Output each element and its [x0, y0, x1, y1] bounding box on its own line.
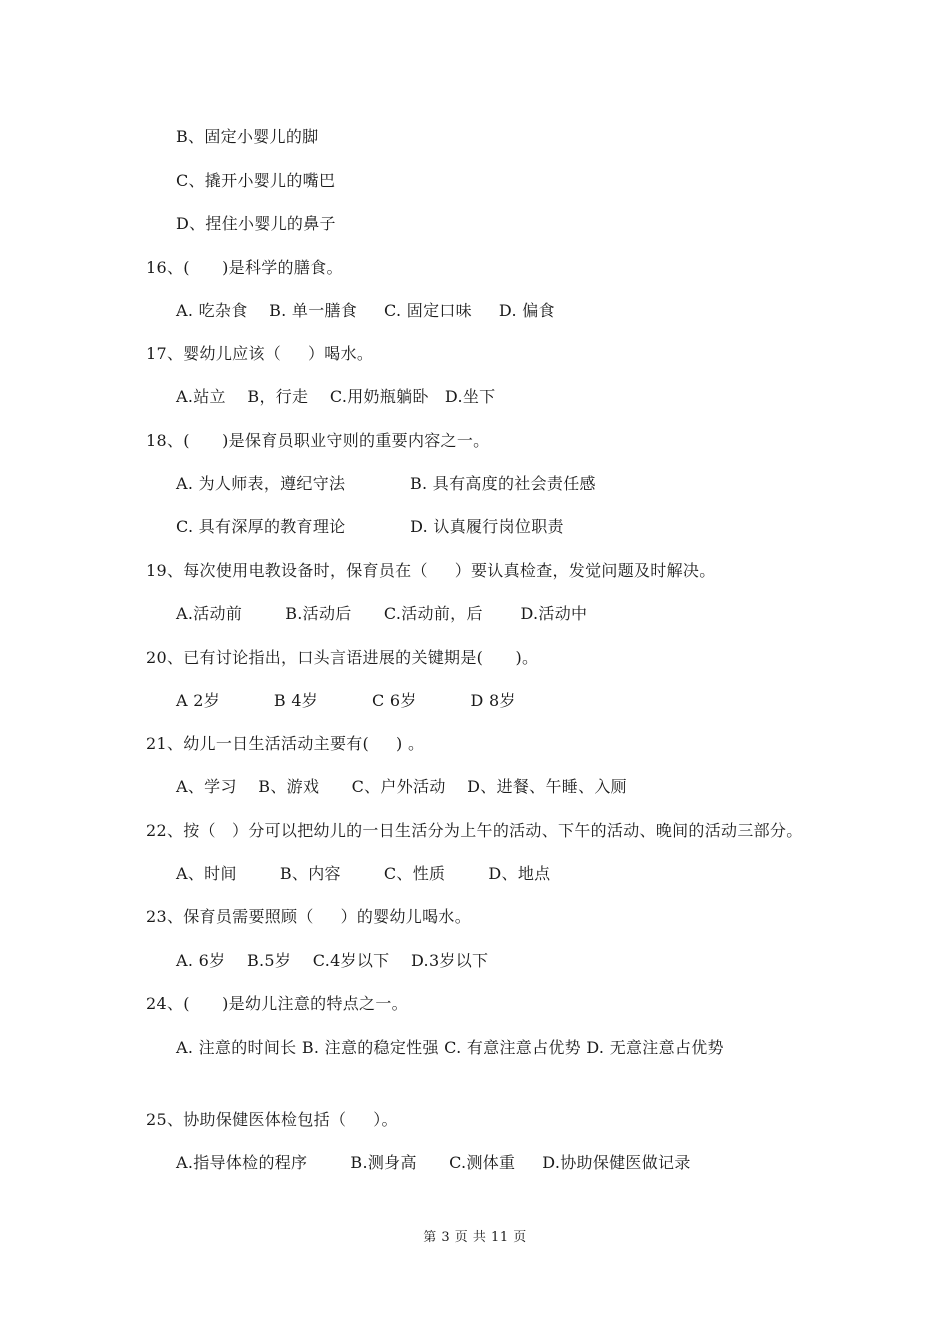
question-18-stem: 18、( )是保育员职业守则的重要内容之一。	[146, 431, 490, 450]
question-19-options: A.活动前 B.活动后 C.活动前，后 D.活动中	[176, 604, 588, 623]
question-18-options-cd: C. 具有深厚的教育理论 D. 认真履行岗位职责	[176, 517, 564, 536]
question-25-options: A.指导体检的程序 B.测身高 C.测体重 D.协助保健医做记录	[176, 1153, 691, 1172]
question-24-stem: 24、( )是幼儿注意的特点之一。	[146, 994, 408, 1013]
question-17-options: A.站立 B，行走 C.用奶瓶躺卧 D.坐下	[176, 387, 496, 406]
question-21-options: A、学习 B、游戏 C、户外活动 D、进餐、午睡、入厕	[176, 777, 627, 796]
question-16-options: A. 吃杂食 B. 单一膳食 C. 固定口味 D. 偏食	[176, 301, 555, 320]
question-17-stem: 17、婴幼儿应该（ ）喝水。	[146, 344, 374, 363]
question-25-stem: 25、协助保健医体检包括（ ）。	[146, 1110, 398, 1129]
question-22-options: A、时间 B、内容 C、性质 D、地点	[176, 864, 551, 883]
question-23-stem: 23、保育员需要照顾（ ）的婴幼儿喝水。	[146, 907, 471, 926]
question-23-options: A. 6岁 B.5岁 C.4岁以下 D.3岁以下	[176, 951, 489, 970]
question-20-stem: 20、已有讨论指出，口头言语进展的关键期是( )。	[146, 648, 539, 667]
question-18-options-ab: A. 为人师表，遵纪守法 B. 具有高度的社会责任感	[176, 474, 596, 493]
question-19-stem: 19、每次使用电教设备时，保育员在（ ）要认真检查，发觉问题及时解决。	[146, 561, 716, 580]
question-20-options: A 2岁 B 4岁 C 6岁 D 8岁	[176, 691, 516, 710]
question-21-stem: 21、幼儿一日生活活动主要有( ) 。	[146, 734, 425, 753]
page-footer: 第 3 页 共 11 页	[423, 1230, 527, 1245]
option-q15-c: C、撬开小婴儿的嘴巴	[176, 171, 336, 190]
option-q15-b: B、固定小婴儿的脚	[176, 127, 319, 146]
question-16-stem: 16、( )是科学的膳食。	[146, 258, 343, 277]
option-q15-d: D、捏住小婴儿的鼻子	[176, 214, 336, 233]
question-24-options: A. 注意的时间长 B. 注意的稳定性强 C. 有意注意占优势 D. 无意注意占优势	[176, 1038, 724, 1057]
question-22-stem: 22、按（ ）分可以把幼儿的一日生活分为上午的活动、下午的活动、晚间的活动三部分。	[146, 821, 803, 840]
